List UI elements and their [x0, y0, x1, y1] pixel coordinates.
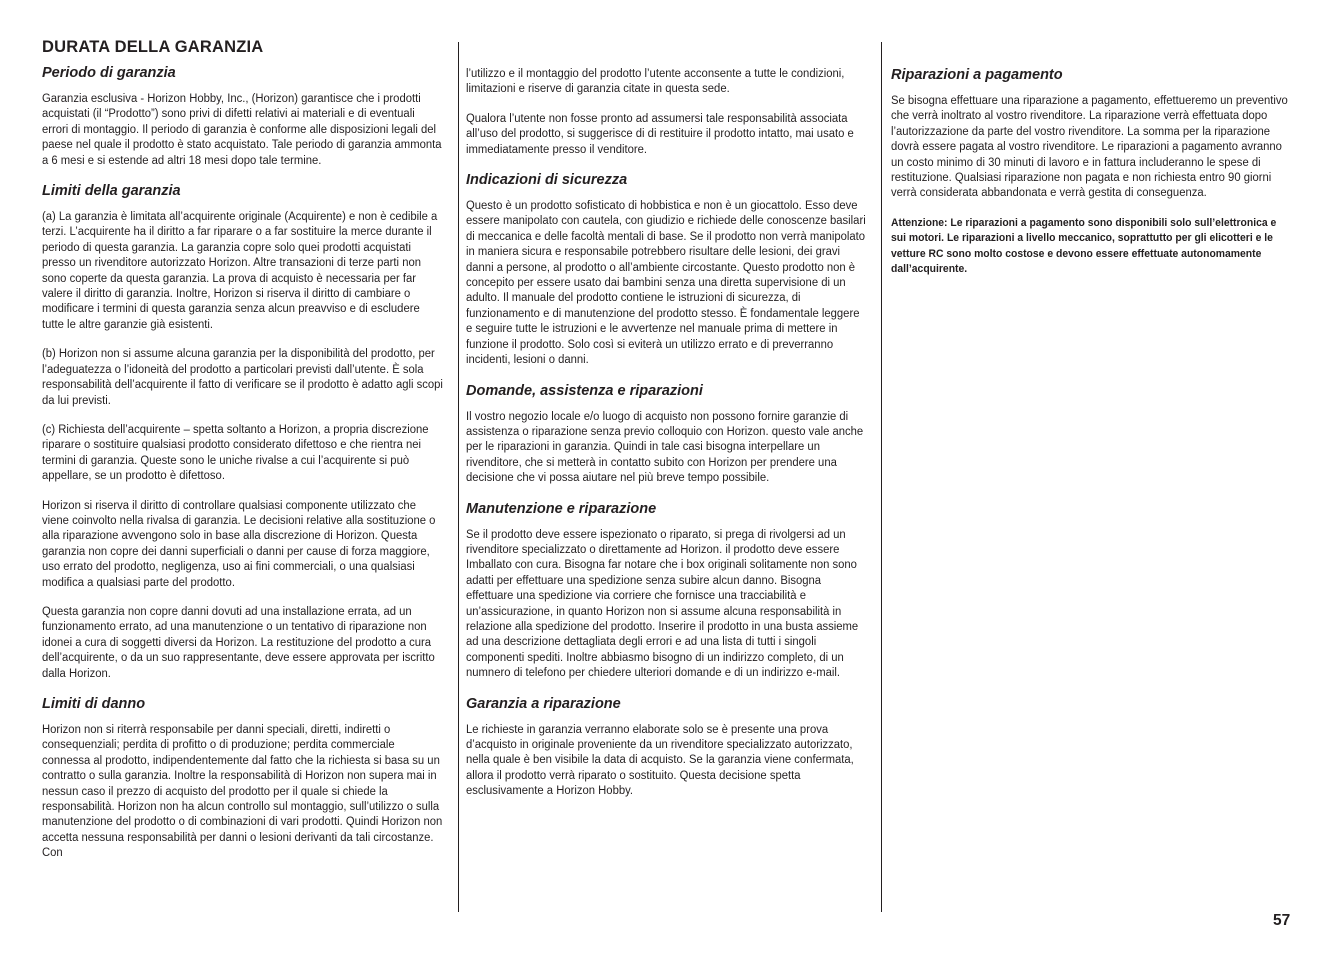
section-title-garanzia-riparazione: Garanzia a riparazione	[466, 695, 621, 712]
paragraph: Horizon si riserva il diritto di controllare qualsiasi componente utilizzato che viene coinvolto nella rivalsa di garanzia. Le decisioni relative alla sostituzione o alla riparazione avvengono solo in base alla discrezione di Horizon. Questa garanzia non copre dei danni superficiali o danni per cause di forza maggiore, uso errato del prodotto, negligenza, uso ai fini commerciali, o una qualsiasi modifica a qualsiasi parte del prodotto.	[42, 499, 436, 589]
section-title-sicurezza: Indicazioni di sicurezza	[466, 172, 628, 189]
column-right	[891, 67, 1301, 291]
page-heading: DURATA DELLA GARANZIA	[42, 38, 264, 56]
column-left	[42, 38, 452, 876]
section-title-limiti-garanzia: Limiti della garanzia	[42, 183, 181, 200]
section-title-periodo: Periodo di garanzia	[42, 65, 176, 81]
paragraph: Questa garanzia non copre danni dovuti ad una installazione errata, ad un funzionamento errato, ad una manutenzione o un tentativo di riparazione non idonei a cura di soggetti diversi da Horizon. La restituzione del prodotto a cura dell’acquirente, o da un suo rappresentante, deve essere approvata per iscritto dalla Horizon.	[42, 605, 435, 680]
column-divider	[881, 42, 882, 912]
paragraph: (a) La garanzia è limitata all’acquirente originale (Acquirente) e non è cedibile a terzi. L’acquirente ha il diritto a far riparare o a far sostituire la merce durante il periodo di questa garanzia. La garanzia copre solo quei prodotti acquistati presso un rivenditore autorizzato Horizon. Altre transazioni di terze parti non sono coperte da questa garanzia. La prova di acquisto è necessaria per far valere il diritto di garanzia. Inoltre, Horizon si riserva il diritto di cambiare o modificare i termini di questa garanzia senza alcun preavviso e di escludere tutte le altre garanzie già esistenti.	[42, 211, 438, 331]
section-title-limiti-danno: Limiti di danno	[42, 696, 146, 712]
paragraph: Se il prodotto deve essere ispezionato o riparato, si prega di rivolgersi ad un rivenditore specializzato o direttamente ad Horizon. il prodotto deve essere Imballato con cura. Bisogna far notare che i box originali solitamente non sono adatti per effettuare una spedizione senza subire alcun danno. Bisogna effettuare una spedizione via corriere che fornisce una tracciabilità e un’assicurazione, in quanto Horizon non si assume alcuna responsabilità in relazione alla spedizione del prodotto. Inserire il prodotto in una busta assieme ad una descrizione dettagliata degli errori e ad una lista di tutti i singoli componenti spediti. Inoltre abbiasmo bisogno di un indirizzo completo, di un numnero di telefono per chiedere ulteriori domande e di un indirizzo e-mail.	[466, 528, 859, 680]
section-title-domande: Domande, assistenza e riparazioni	[466, 382, 703, 399]
paragraph: Garanzia esclusiva - Horizon Hobby, Inc., (Horizon) garantisce che i prodotti acquistati (il “Prodotto”) sono privi di difetti relativi ai materiali e di eventuali errori di montaggio. Il periodo di garanzia è conforme alle disposizioni legali del paese nel quale il prodotto è stato acquistato. Tale periodo di garanzia ammonta a 6 mesi e si estende ad altri 18 mesi dopo tale termine.	[42, 93, 442, 167]
paragraph: Horizon non si riterrà responsabile per danni speciali, diretti, indiretti o consequenziali; perdita di profitto o di produzione; perdita commerciale connessa al prodotto, indipendentemente dal fatto che la richiesta si basa su un contratto o sulla garanzia. Inoltre la responsabilità di Horizon non supera mai in nessun caso il prezzo di acquisto del prodotto per il quale si chiede la responsabilità. Horizon non ha alcun controllo sul montaggio, sull’utilizzo o sulla manutenzione del prodotto o di combinazioni di vari prodotti. Quindi Horizon non accetta nessuna responsabilità per danni o lesioni derivanti da tali circostanze. Con	[42, 724, 443, 860]
paragraph: (c) Richiesta dell’acquirente – spetta soltanto a Horizon, a propria discrezione riparare o sostituire qualsiasi prodotto considerato difettoso e che rientra nei termini di garanzia. Queste sono le uniche rivalse a cui l’acquirente si può appellare, se un prodotto è difettoso.	[42, 423, 429, 483]
paragraph: (b) Horizon non si assume alcuna garanzia per la disponibilità del prodotto, per l’adeguatezza o l’idoneità del prodotto a particolari previsti dall’utente. È sola responsabilità dell’acquirente il fatto di verificare se il prodotto è adatto agli scopi da lui previsti.	[42, 348, 443, 407]
page-number: 57	[1273, 912, 1291, 929]
paragraph: Il vostro negozio locale e/o luogo di acquisto non possono fornire garanzie di assistenza o riparazione senza previo colloquio con Horizon. questo vale anche per le riparazioni in garanzia. Quindi in tale casi bisogna interpellare un rivenditore, che si metterà in contatto subito con Horizon per prendere una decisione che vi possa aiutare nel più breve tempo possibile.	[466, 410, 864, 485]
paragraph: Le richieste in garanzia verranno elaborate solo se è presente una prova d’acquisto in originale proveniente da un rivenditore specializzato autorizzato, nella quale è ben visibile la data di acquisto. Se la garanzia viene confermata, allora il prodotto verrà riparato o sostituito. Questa decisione spetta esclusivamente a Horizon Hobby.	[466, 723, 854, 798]
paragraph: Se bisogna effettuare una riparazione a pagamento, effettueremo un preventivo che verrà inoltrato al vostro rivenditore. La riparazione verrà effettuata dopo l’autorizzazione da parte del vostro rivenditore. La somma per la riparazione dovrà essere pagata al vostro rivenditore. Le riparazioni a pagamento avranno un costo minimo di 30 minuti di lavoro e in fattura includeranno le spese di restituzione. Qualsiasi riparazione non pagata e non richiesta entro 90 giorni verrà considerata abbandonata e verrà gestita di conseguenza.	[891, 95, 1288, 200]
paragraph: l’utilizzo e il montaggio del prodotto l’utente acconsente a tutte le condizioni, limitazioni e riserve di garanzia citate in questa sede.	[466, 68, 845, 96]
warning-note: Attenzione: Le riparazioni a pagamento sono disponibili solo sull’elettronica e sui motori. Le riparazioni a livello meccanico, soprattutto per gli elicotteri e le vetture RC sono molto costose e devono essere effettuate autonomamente dall’acquirente.	[891, 216, 1277, 276]
section-title-manutenzione: Manutenzione e riparazione	[466, 500, 657, 517]
paragraph: Qualora l’utente non fosse pronto ad assumersi tale responsabilità associata all’uso del prodotto, si suggerisce di di restituire il prodotto intatto, mai usato e immediatamente presso il venditore.	[466, 112, 854, 156]
column-divider	[458, 42, 459, 912]
column-middle	[466, 67, 876, 814]
paragraph: Questo è un prodotto sofisticato di hobbistica e non è un giocattolo. Esso deve essere manipolato con cautela, con giudizio e richiede delle conoscenze basilari di meccanica e delle facoltà mentali di base. Se il prodotto non verrà manipolato in maniera sicura e responsabile potrebbero risultare delle lesioni, dei gravi danni a persone, al prodotto o all’ambiente circostante. Questo prodotto non è concepito per essere usato dai bambini senza una diretta supervisione di un adulto. Il manuale del prodotto contiene le istruzioni di sicurezza, di funzionamento e di manutenzione del prodotto stesso. È fondamentale leggere e seguire tutte le istruzioni e le avvertenze nel manuale prima di mettere in funzione il prodotto. Solo così si eviterà un utilizzo errato e di preverranno incidenti, lesioni o danni.	[466, 200, 866, 367]
section-title-riparazioni-pagamento: Riparazioni a pagamento	[891, 67, 1063, 83]
